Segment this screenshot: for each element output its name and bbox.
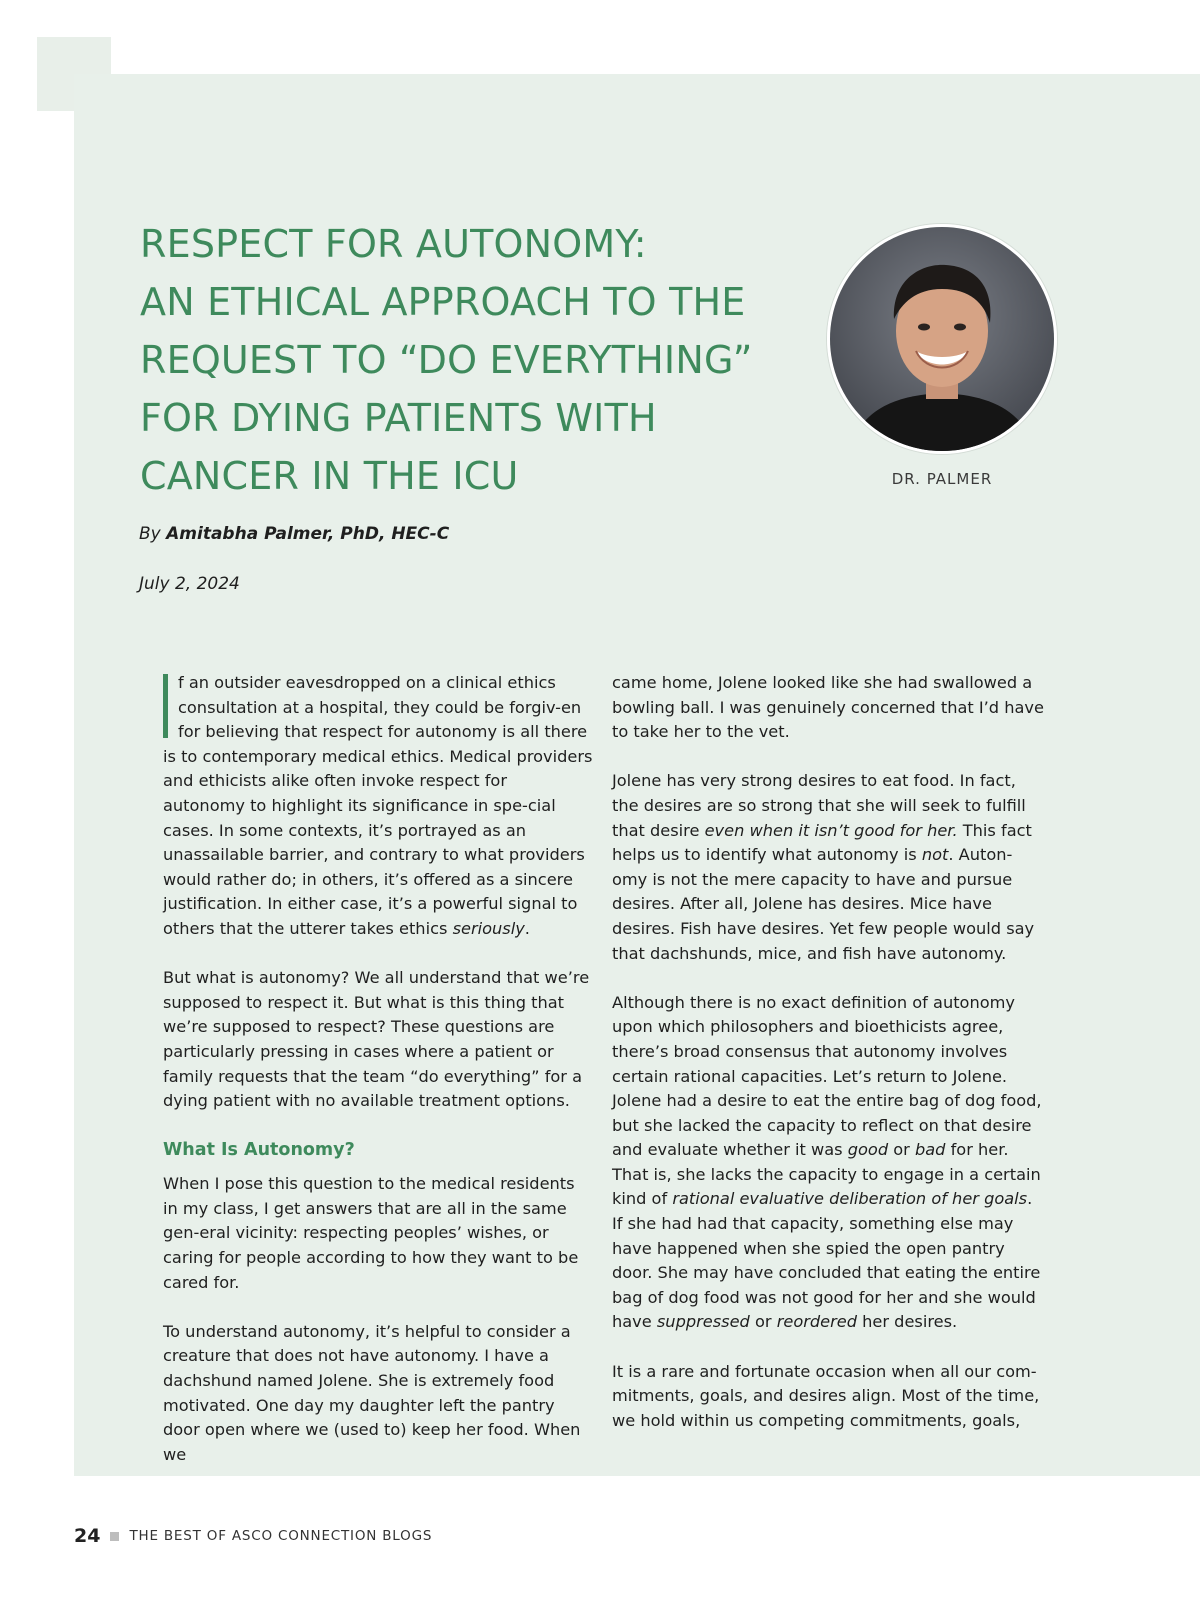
emphasis-text: suppressed [656,1312,750,1332]
page-number: 24 [74,1525,101,1547]
paragraph-text: Although there is no exact definition of autonomy upon which philosophers and bioethicists agree, there’s broad consensus that autonomy involves certain rational capacities. Let’s return to Jolene. Jolene had a desire to eat the entire bag of dog food, but she lacked the capacity to reflect on that desire and evaluate whether it was [612,992,1042,1160]
publish-date: July 2, 2024 [139,574,240,594]
paragraph-text: . Auton-omy is not the mere capacity to have and pursue desires. After all, Jolene has desires. Mice have desires. Fish have desires. Yet few people would say that dachshunds, mice, and fish have autonomy. [612,845,1035,963]
publication-name: THE BEST OF ASCO CONNECTION BLOGS [129,1528,433,1544]
paragraph-text: or [888,1140,915,1160]
body-paragraph: It is a rare and fortunate occasion when all our com-mitments, goals, and desires align. Most of the time, we hold within us competing commitments, goals, [612,1361,1040,1430]
paragraph-text: f an outsider eavesdropped on a clinical ethics consultation at a hospital, they could be forgiv-en for believing that respect for autonomy is all there is to contemporary medical ethics. Medical providers and ethicists alike often invoke respect for autonomy to highlight its significance in spe-cial cases. In some contexts, it’s portrayed as an unassailable barrier, and contrary to what providers would rather do; in others, it’s offered as a sincere justification. In either case, it’s a powerful signal to others that the utterer takes ethics [163,673,593,938]
emphasis-text: good [847,1140,889,1160]
title-line: AN ETHICAL APPROACH TO THE [140,280,746,324]
body-paragraph: came home, Jolene looked like she had swallowed a bowling ball. I was genuinely concerned that I’d have to take her to the vet. [612,673,1044,742]
paragraph-text: . If she had had that capacity, something else may have happened when she spied the open pantry door. She may have concluded that eating the entire bag of dog food was not good for her and she would have [612,1189,1041,1332]
paragraph-text: her desires. [857,1312,958,1332]
byline-prefix: By [139,524,167,544]
body-paragraph [163,671,593,942]
paragraph-text: or [749,1312,777,1332]
emphasis-text: not [921,845,949,865]
paragraph-text: . [524,918,530,938]
body-column-right [612,671,1044,1458]
byline [139,524,449,544]
section-heading: What Is Autonomy? [163,1140,355,1161]
title-line: REQUEST TO “DO EVERYTHING” [140,338,753,382]
body-paragraph: But what is autonomy? We all understand that we’re supposed to respect it. But what is this thing that we’re supposed to respect? These questions are particularly pressing in cases where a patient or family requests that the team “do everything” for a dying patient with no available treatment options. [163,968,590,1111]
body-paragraph: To understand autonomy, it’s helpful to consider a creature that does not have autonomy. I have a dachshund named Jolene. She is extremely food motivated. One day my daughter left the pantry door open where we (used to) keep her food. When we [163,1321,581,1464]
emphasis-text: seriously [452,918,525,938]
article-title [140,215,820,505]
body-column-left [163,671,593,1492]
body-paragraph [612,769,1044,966]
author-photo [827,224,1057,454]
footer-square-icon [110,1532,119,1541]
paragraph-text: This fact helps us to identify what autonomy is [612,820,1032,865]
emphasis-text: rational evaluative deliberation of her goals [672,1189,1028,1209]
photo-caption: DR. PALMER [891,470,993,488]
title-line: RESPECT FOR AUTONOMY: [140,222,647,266]
body-paragraph: When I pose this question to the medical residents in my class, I get answers that are all in the same gen-eral vicinity: respecting peoples’ wishes, or caring for people according to how they want to be cared for. [163,1174,579,1292]
body-paragraph [612,991,1044,1335]
emphasis-text: even when it isn’t good for her. [704,820,958,840]
emphasis-text: bad [914,1140,946,1160]
page-footer [74,1525,432,1547]
paragraph-text: for her. That is, she lacks the capacity to engage in a certain kind of [612,1140,1041,1209]
paragraph-text: Jolene has very strong desires to eat food. In fact, the desires are so strong that she will seek to fulfill that desire [612,771,1026,840]
author-name: Amitabha Palmer, PhD, HEC-C [166,524,450,544]
title-line: FOR DYING PATIENTS WITH [140,396,657,440]
emphasis-text: reordered [776,1312,858,1332]
drop-cap-bar [163,674,168,738]
title-line: CANCER IN THE ICU [140,454,519,498]
